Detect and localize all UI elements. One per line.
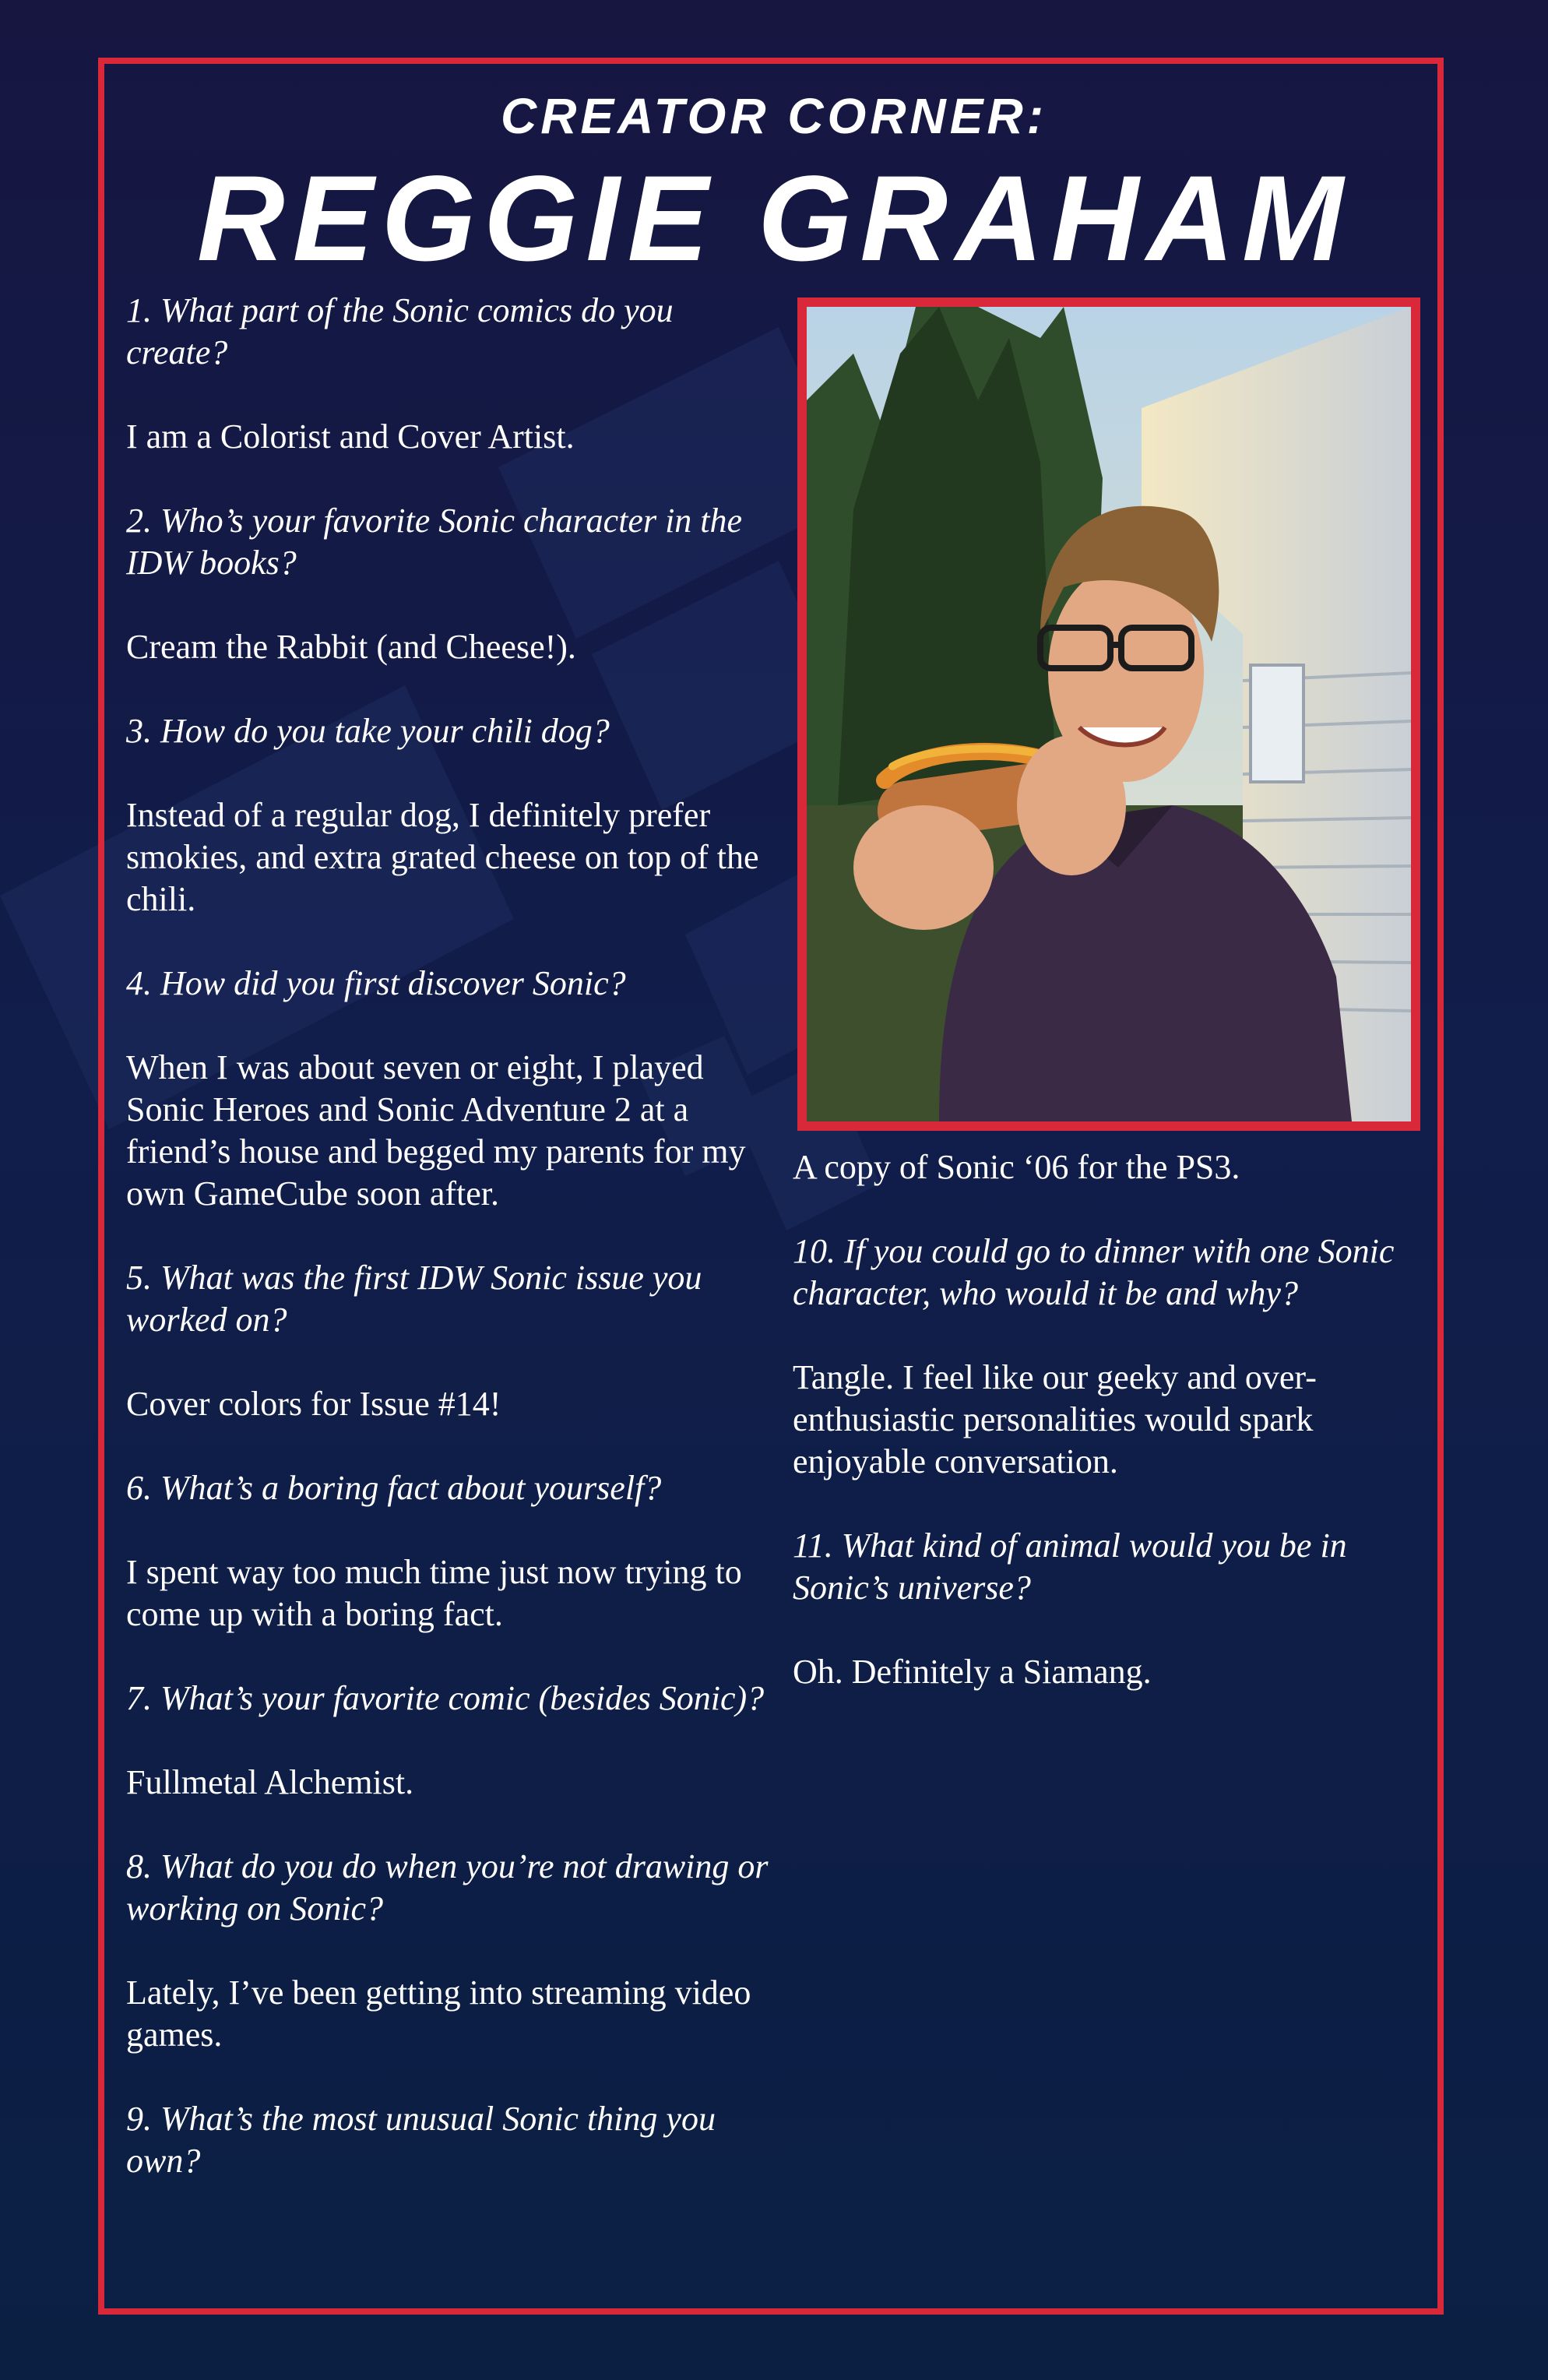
answer-10: Tangle. I feel like our geeky and over-enthusiastic personalities would spark enjoyable conversation. <box>793 1358 1317 1480</box>
page-title: REGGIE GRAHAM <box>196 151 1352 287</box>
question-7: 7. What’s your favorite comic (besides Sonic)? <box>126 1679 765 1717</box>
question-11: 11. What kind of animal would you be in Sonic’s universe? <box>793 1526 1347 1607</box>
answer-4: When I was about seven or eight, I played Sonic Heroes and Sonic Adventure 2 at a friend’s house and begged my parents for my own GameCube soon after. <box>126 1048 746 1213</box>
question-10: 10. If you could go to dinner with one Sonic character, who would it be and why? <box>793 1232 1395 1312</box>
question-3: 3. How do you take your chili dog? <box>126 712 610 750</box>
creator-photo <box>797 298 1420 1131</box>
question-2: 2. Who’s your favorite Sonic character in the IDW books? <box>126 502 743 582</box>
answer-1: I am a Colorist and Cover Artist. <box>126 417 575 456</box>
answer-11: Oh. Definitely a Siamang. <box>793 1653 1152 1691</box>
interview-column-left <box>126 290 772 2224</box>
answer-8: Lately, I’ve been getting into streaming video games. <box>126 1973 751 2054</box>
section-kicker: CREATOR CORNER: <box>501 88 1047 144</box>
question-9: 9. What’s the most unusual Sonic thing you own? <box>126 2100 716 2180</box>
question-1: 1. What part of the Sonic comics do you create? <box>126 291 674 371</box>
answer-5: Cover colors for Issue #14! <box>126 1385 501 1423</box>
answer-7: Fullmetal Alchemist. <box>126 1763 414 1801</box>
answer-9: A copy of Sonic ‘06 for the PS3. <box>793 1148 1240 1186</box>
question-5: 5. What was the first IDW Sonic issue you worked on? <box>126 1259 702 1339</box>
question-4: 4. How did you first discover Sonic? <box>126 964 626 1002</box>
answer-3: Instead of a regular dog, I definitely prefer smokies, and extra grated cheese on top of the chili. <box>126 796 759 918</box>
question-8: 8. What do you do when you’re not drawing or working on Sonic? <box>126 1847 769 1928</box>
answer-6: I spent way too much time just now trying to come up with a boring fact. <box>126 1553 742 1633</box>
question-6: 6. What’s a boring fact about yourself? <box>126 1469 662 1507</box>
answer-2: Cream the Rabbit (and Cheese!). <box>126 628 576 666</box>
portrait-photo-icon <box>807 307 1411 1121</box>
interview-column-right <box>793 1146 1416 1735</box>
